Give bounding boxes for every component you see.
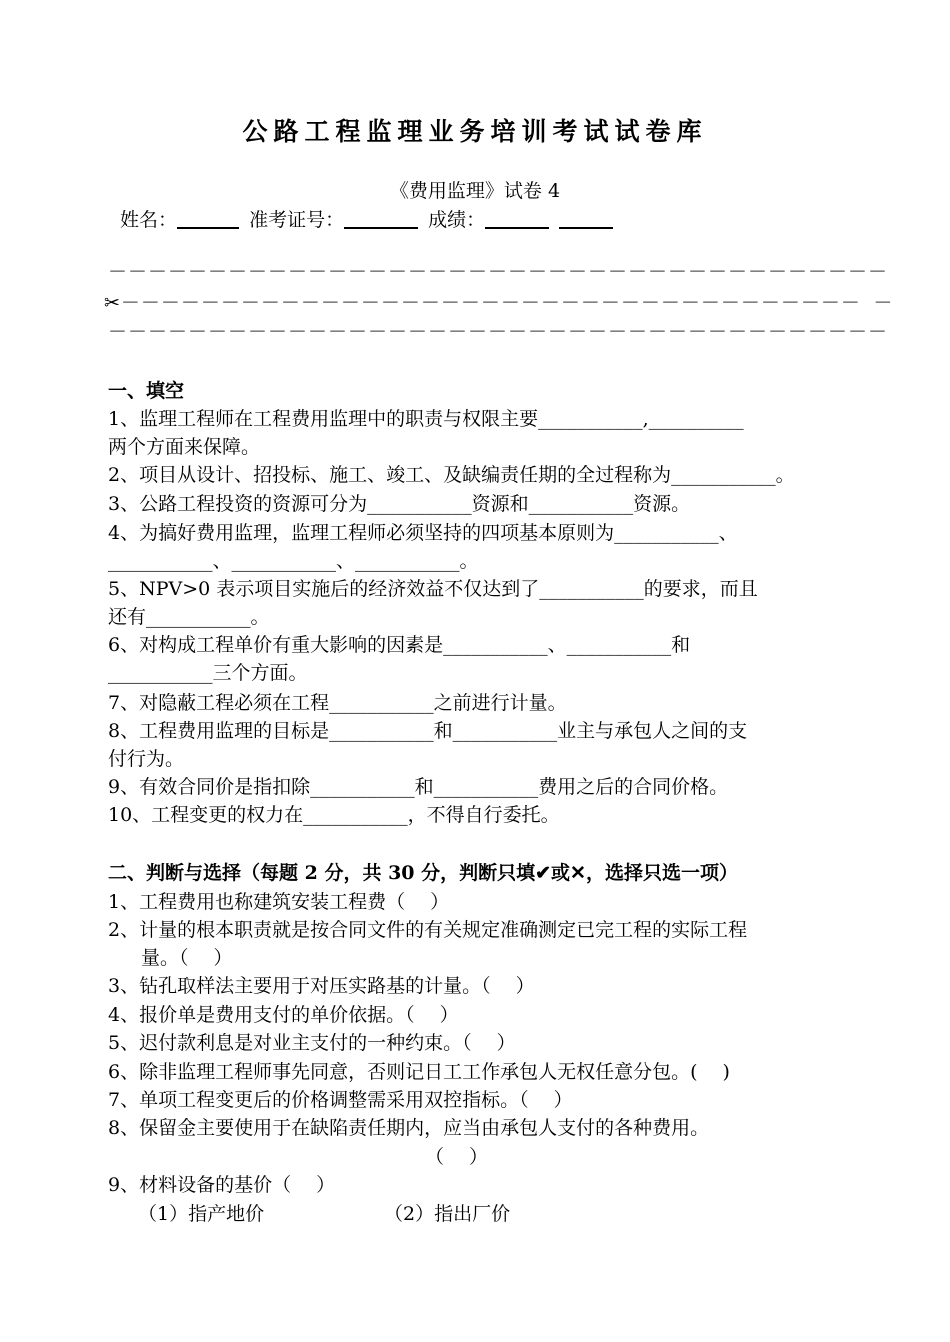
- judgement-line: 4、报价单是费用支付的单价依据。（ ）: [108, 1004, 459, 1026]
- question-line: 两个方面来保障。: [108, 436, 261, 458]
- score-blank-1: [485, 209, 549, 229]
- judgement-line: （ ）: [425, 1146, 489, 1168]
- judgement-line: 7、单项工程变更后的价格调整需采用双控指标。（ ）: [108, 1089, 573, 1111]
- paper-subtitle: 《费用监理》试卷 4: [389, 180, 561, 202]
- score-label: 成绩：: [428, 209, 486, 231]
- judgement-line: 2、计量的根本职责就是按合同文件的有关规定准确测定已完工程的实际工程: [108, 919, 748, 941]
- question-line: 还有___________。: [108, 606, 270, 628]
- cut-line-bottom: －－－－－－－－－－－－－－－－－－－－－－－－－－－－－－－－－－－－－－－: [108, 321, 889, 343]
- section-1-heading: 一、填空: [108, 380, 185, 402]
- cut-line-top: －－－－－－－－－－－－－－－－－－－－－－－－－－－－－－－－－－－－－－－: [108, 261, 889, 283]
- choice-option: （1）指产地价: [138, 1203, 265, 1225]
- question-line: ___________、___________、___________。: [108, 550, 479, 572]
- question-line: 付行为。: [108, 748, 185, 770]
- question-line: 9、有效合同价是指扣除___________和___________费用之后的合同价格。: [108, 776, 729, 798]
- question-line: ___________三个方面。: [108, 662, 308, 684]
- cut-line-middle: [104, 288, 893, 315]
- choice-option: （2）指出厂价: [384, 1203, 511, 1225]
- name-label: 姓名：: [120, 209, 178, 231]
- judgement-line: 8、保留金主要使用于在缺陷责任期内，应当由承包人支付的各种费用。: [108, 1117, 710, 1139]
- question-line: 7、对隐蔽工程必须在工程___________之前进行计量。: [108, 692, 567, 714]
- score-blank-2: [559, 209, 613, 229]
- question-line: 8、工程费用监理的目标是___________和___________业主与承包人之间的支: [108, 720, 748, 742]
- exam-number-blank: [344, 209, 418, 229]
- exam-number-label: 准考证号：: [249, 209, 345, 231]
- section-2-heading: 二、判断与选择（每题 2 分，共 30 分，判断只填✔或✕，选择只选一项）: [108, 862, 738, 884]
- choice-question-line: 9、材料设备的基价（ ）: [108, 1174, 336, 1196]
- judgement-line: 3、钻孔取样法主要用于对压实路基的计量。（ ）: [108, 975, 535, 997]
- judgement-line: 1、工程费用也称建筑安装工程费（ ）: [108, 891, 450, 913]
- judgement-line: 量。（ ）: [141, 947, 233, 969]
- scissors-icon: ✂: [104, 292, 121, 314]
- cut-line-dashes: －－－－－－－－－－－－－－－－－－－－－－－－－－－－－－－－－－－－－ －: [120, 292, 894, 314]
- question-line: 10、工程变更的权力在___________，不得自行委托。: [108, 804, 560, 826]
- judgement-line: 6、除非监理工程师事先同意，否则记日工工作承包人无权任意分包。( ): [108, 1061, 730, 1083]
- question-line: 6、对构成工程单价有重大影响的因素是___________、___________和: [108, 634, 691, 656]
- question-line: 5、NPV>0 表示项目实施后的经济效益不仅达到了___________的要求，而且: [108, 578, 758, 600]
- candidate-info-row: [120, 205, 613, 232]
- name-blank: [177, 209, 239, 229]
- question-line: 4、为搞好费用监理，监理工程师必须坚持的四项基本原则为___________、: [108, 522, 738, 544]
- page-title: 公路工程监理业务培训考试试卷库: [242, 117, 708, 146]
- question-line: 2、项目从设计、招投标、施工、竣工、及缺编责任期的全过程称为___________。: [108, 464, 795, 486]
- question-line: 3、公路工程投资的资源可分为___________资源和___________资源。: [108, 493, 691, 515]
- judgement-line: 5、迟付款利息是对业主支付的一种约束。（ ）: [108, 1032, 516, 1054]
- question-line: 1、监理工程师在工程费用监理中的职责与权限主要___________,__________: [108, 408, 744, 430]
